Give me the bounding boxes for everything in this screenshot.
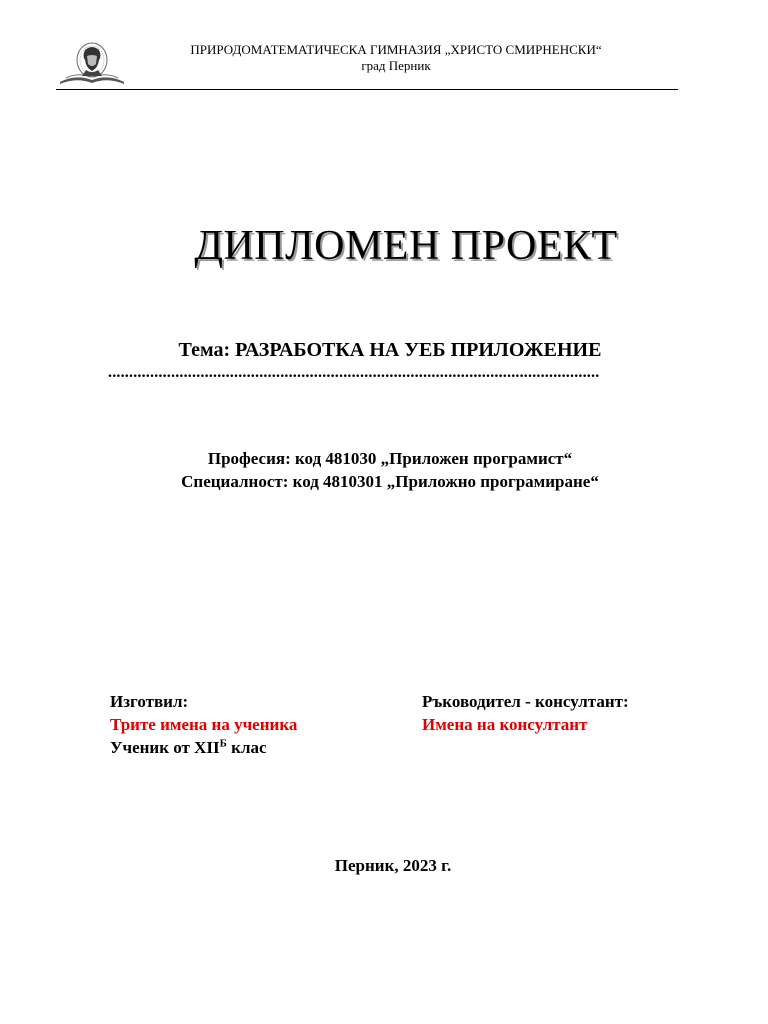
consultant-name: Имена на консултант xyxy=(422,715,588,734)
topic-dotted-line: ..................................................................................................................... xyxy=(108,364,600,380)
topic-line xyxy=(0,339,768,362)
school-logo-icon xyxy=(56,38,128,86)
profession-line: Професия: код 481030 „Приложен програмист“ xyxy=(207,449,573,468)
document-title: ДИПЛОМЕН ПРОЕКТ xyxy=(194,223,618,269)
document-header xyxy=(56,38,678,88)
topic-label: Тема: xyxy=(178,339,231,361)
school-city: град Перник xyxy=(361,58,431,73)
consultant-block xyxy=(422,690,629,736)
class-letter: Б xyxy=(219,737,227,750)
class-prefix: Ученик от XII xyxy=(110,738,220,757)
school-name: ПРИРОДОМАТЕМАТИЧЕСКА ГИМНАЗИЯ „ХРИСТО СМИРНЕНСКИ“ xyxy=(190,42,602,57)
school-heading xyxy=(146,42,646,74)
student-name: Трите имена на ученика xyxy=(110,715,298,734)
header-divider xyxy=(56,89,678,90)
class-suffix: клас xyxy=(226,738,267,757)
consultant-label: Ръководител - консултант: xyxy=(422,692,629,711)
prepared-by-block xyxy=(110,690,297,759)
topic-value: РАЗРАБОТКА НА УЕБ ПРИЛОЖЕНИЕ xyxy=(235,339,602,361)
specialty-line: Специалност: код 4810301 „Приложно програмиране“ xyxy=(181,472,599,491)
prepared-label: Изготвил: xyxy=(110,692,189,711)
place-date: Перник, 2023 г. xyxy=(334,856,452,875)
student-class xyxy=(110,736,297,759)
profession-block xyxy=(0,447,768,493)
